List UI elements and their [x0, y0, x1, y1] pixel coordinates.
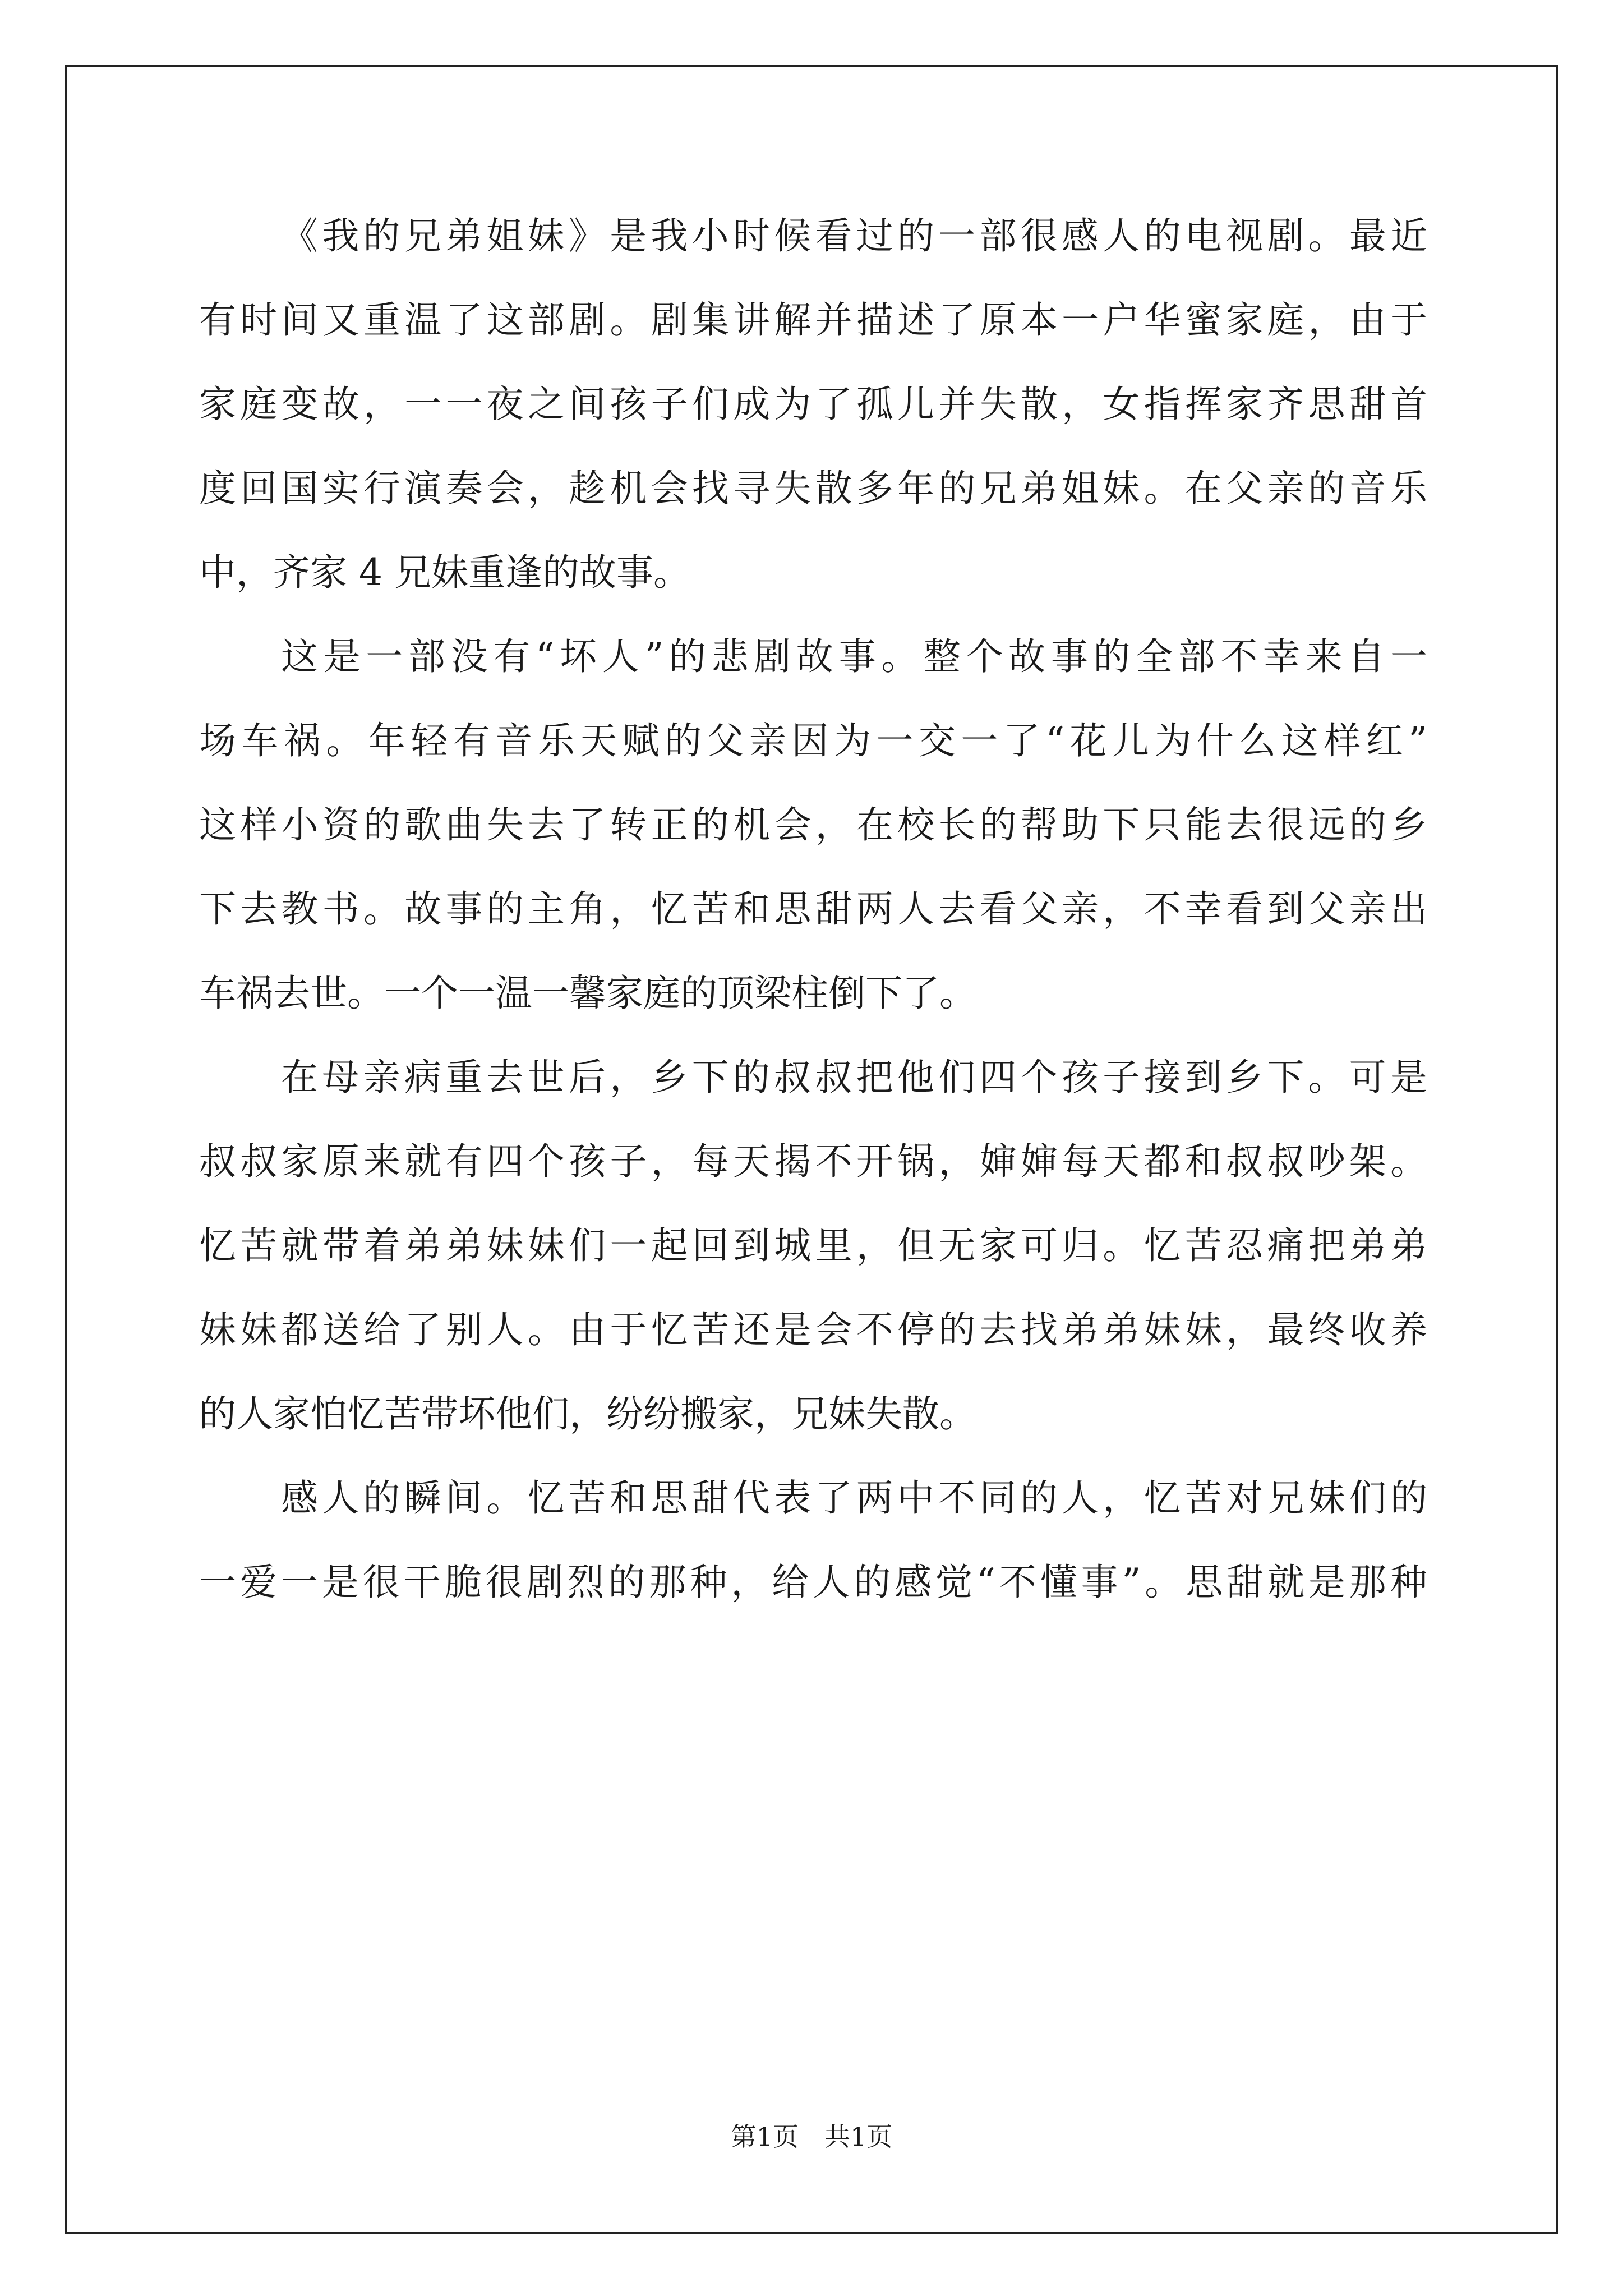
paragraph-2-line-5: 车祸去世。一个一温一馨家庭的顶梁柱倒下了。 — [199, 972, 976, 1015]
paragraph-3-line-4: 妹妹都送给了别人。由于忆苦还是会不停的去找弟弟妹妹，最终收养 — [199, 1308, 1427, 1351]
paragraph-4-line-2: 一爱一是很干脆很剧烈的那种，给人的感觉“不懂事”。思甜就是那种 — [199, 1561, 1427, 1604]
paragraph-1-line-5: 中，齐家 4 兄妹重逢的故事。 — [199, 551, 690, 594]
paragraph-2-line-2: 场车祸。年轻有音乐天赋的父亲因为一交一了“花儿为什么这样红” — [199, 719, 1427, 762]
paragraph-2-line-3: 这样小资的歌曲失去了转正的机会，在校长的帮助下只能去很远的乡 — [199, 803, 1427, 846]
paragraph-2-line-1: 这是一部没有“坏人”的悲剧故事。整个故事的全部不幸来自一 — [281, 635, 1427, 678]
paragraph-4-line-1: 感人的瞬间。忆苦和思甜代表了两中不同的人，忆苦对兄妹们的 — [281, 1476, 1427, 1520]
paragraph-3-line-3: 忆苦就带着弟弟妹妹们一起回到城里，但无家可归。忆苦忍痛把弟弟 — [199, 1224, 1427, 1267]
paragraph-3-line-2: 叔叔家原来就有四个孩子，每天揭不开锅，婶婶每天都和叔叔吵架。 — [199, 1140, 1427, 1183]
paragraph-3-line-1: 在母亲病重去世后，乡下的叔叔把他们四个孩子接到乡下。可是 — [281, 1056, 1427, 1099]
page-number: 第1页 共1页 — [730, 2122, 893, 2152]
paragraph-2-line-4: 下去教书。故事的主角，忆苦和思甜两人去看父亲，不幸看到父亲出 — [199, 887, 1427, 931]
document-body — [199, 214, 1427, 1648]
paragraph-1-line-4: 度回国实行演奏会，趁机会找寻失散多年的兄弟姐妹。在父亲的音乐 — [199, 467, 1427, 510]
paragraph-1-line-2: 有时间又重温了这部剧。剧集讲解并描述了原本一户华蜜家庭，由于 — [199, 298, 1427, 342]
paragraph-1-line-1: 《我的兄弟姐妹》是我小时候看过的一部很感人的电视剧。最近 — [281, 214, 1427, 257]
paragraph-3-line-5: 的人家怕忆苦带坏他们，纷纷搬家，兄妹失散。 — [199, 1392, 976, 1435]
paragraph-1-line-3: 家庭变故，一一夜之间孩子们成为了孤儿并失散，女指挥家齐思甜首 — [199, 383, 1427, 426]
